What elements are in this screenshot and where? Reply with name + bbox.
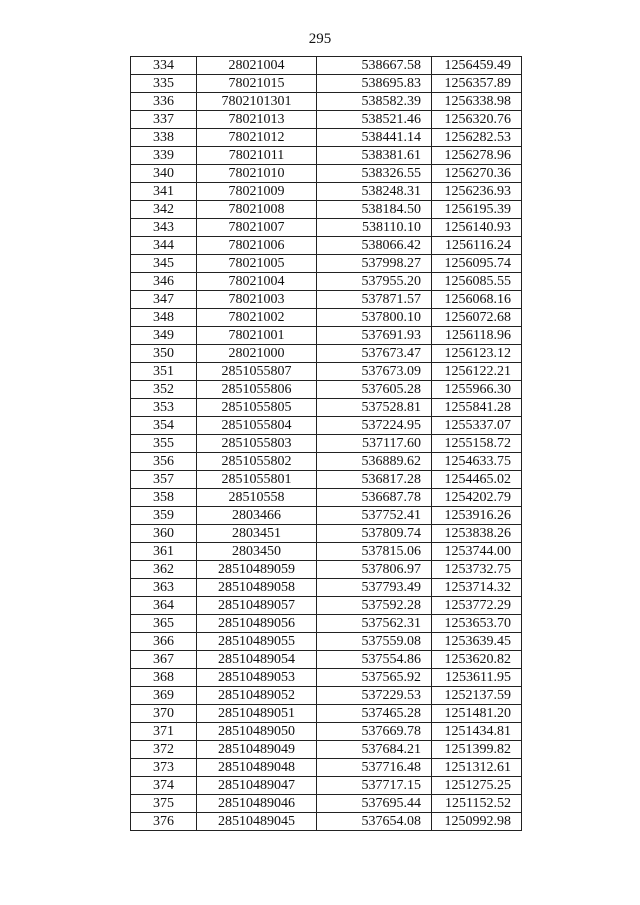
row-number-cell: 369 [131, 687, 197, 705]
x-coordinate-cell: 537528.81 [317, 399, 432, 417]
row-number-cell: 358 [131, 489, 197, 507]
table-row [131, 615, 522, 633]
row-number-cell: 360 [131, 525, 197, 543]
row-number-cell: 336 [131, 93, 197, 111]
row-number-cell: 334 [131, 57, 197, 75]
y-coordinate-cell: 1256282.53 [432, 129, 522, 147]
y-coordinate-cell: 1256236.93 [432, 183, 522, 201]
table-row [131, 543, 522, 561]
row-number-cell: 341 [131, 183, 197, 201]
table-row [131, 417, 522, 435]
y-coordinate-cell: 1251399.82 [432, 741, 522, 759]
x-coordinate-cell: 538521.46 [317, 111, 432, 129]
row-number-cell: 344 [131, 237, 197, 255]
y-coordinate-cell: 1256118.96 [432, 327, 522, 345]
y-coordinate-cell: 1256068.16 [432, 291, 522, 309]
point-id-cell: 78021003 [197, 291, 317, 309]
table-row [131, 435, 522, 453]
point-id-cell: 78021010 [197, 165, 317, 183]
row-number-cell: 355 [131, 435, 197, 453]
y-coordinate-cell: 1256072.68 [432, 309, 522, 327]
point-id-cell: 28510489051 [197, 705, 317, 723]
row-number-cell: 364 [131, 597, 197, 615]
point-id-cell: 2803466 [197, 507, 317, 525]
point-id-cell: 78021013 [197, 111, 317, 129]
y-coordinate-cell: 1256140.93 [432, 219, 522, 237]
x-coordinate-cell: 537465.28 [317, 705, 432, 723]
point-id-cell: 2851055806 [197, 381, 317, 399]
table-row [131, 723, 522, 741]
point-id-cell: 78021007 [197, 219, 317, 237]
x-coordinate-cell: 538381.61 [317, 147, 432, 165]
row-number-cell: 346 [131, 273, 197, 291]
table-row [131, 57, 522, 75]
table-row [131, 129, 522, 147]
row-number-cell: 340 [131, 165, 197, 183]
point-id-cell: 78021008 [197, 201, 317, 219]
point-id-cell: 28510489047 [197, 777, 317, 795]
coordinates-table-container [130, 56, 522, 831]
row-number-cell: 366 [131, 633, 197, 651]
row-number-cell: 374 [131, 777, 197, 795]
x-coordinate-cell: 537806.97 [317, 561, 432, 579]
x-coordinate-cell: 536687.78 [317, 489, 432, 507]
point-id-cell: 78021012 [197, 129, 317, 147]
x-coordinate-cell: 537673.09 [317, 363, 432, 381]
y-coordinate-cell: 1251481.20 [432, 705, 522, 723]
x-coordinate-cell: 538248.31 [317, 183, 432, 201]
table-row [131, 93, 522, 111]
point-id-cell: 28510489052 [197, 687, 317, 705]
row-number-cell: 353 [131, 399, 197, 417]
point-id-cell: 28510489048 [197, 759, 317, 777]
point-id-cell: 28510489050 [197, 723, 317, 741]
y-coordinate-cell: 1253772.29 [432, 597, 522, 615]
x-coordinate-cell: 537654.08 [317, 813, 432, 831]
row-number-cell: 345 [131, 255, 197, 273]
row-number-cell: 348 [131, 309, 197, 327]
y-coordinate-cell: 1253732.75 [432, 561, 522, 579]
x-coordinate-cell: 537224.95 [317, 417, 432, 435]
row-number-cell: 338 [131, 129, 197, 147]
point-id-cell: 28021004 [197, 57, 317, 75]
y-coordinate-cell: 1256085.55 [432, 273, 522, 291]
row-number-cell: 352 [131, 381, 197, 399]
y-coordinate-cell: 1256338.98 [432, 93, 522, 111]
x-coordinate-cell: 537229.53 [317, 687, 432, 705]
row-number-cell: 349 [131, 327, 197, 345]
coordinates-table [130, 56, 522, 831]
table-row [131, 291, 522, 309]
y-coordinate-cell: 1251434.81 [432, 723, 522, 741]
table-row [131, 183, 522, 201]
table-row [131, 525, 522, 543]
point-id-cell: 28510489058 [197, 579, 317, 597]
y-coordinate-cell: 1253653.70 [432, 615, 522, 633]
table-row [131, 363, 522, 381]
point-id-cell: 78021015 [197, 75, 317, 93]
table-row [131, 255, 522, 273]
table-row [131, 381, 522, 399]
point-id-cell: 78021002 [197, 309, 317, 327]
x-coordinate-cell: 537800.10 [317, 309, 432, 327]
x-coordinate-cell: 537691.93 [317, 327, 432, 345]
x-coordinate-cell: 536889.62 [317, 453, 432, 471]
x-coordinate-cell: 538695.83 [317, 75, 432, 93]
table-row [131, 327, 522, 345]
point-id-cell: 78021006 [197, 237, 317, 255]
x-coordinate-cell: 537716.48 [317, 759, 432, 777]
y-coordinate-cell: 1253639.45 [432, 633, 522, 651]
table-row [131, 813, 522, 831]
point-id-cell: 2851055803 [197, 435, 317, 453]
y-coordinate-cell: 1255966.30 [432, 381, 522, 399]
y-coordinate-cell: 1252137.59 [432, 687, 522, 705]
table-row [131, 165, 522, 183]
row-number-cell: 375 [131, 795, 197, 813]
point-id-cell: 78021011 [197, 147, 317, 165]
point-id-cell: 78021005 [197, 255, 317, 273]
x-coordinate-cell: 537998.27 [317, 255, 432, 273]
x-coordinate-cell: 537955.20 [317, 273, 432, 291]
row-number-cell: 371 [131, 723, 197, 741]
point-id-cell: 2851055804 [197, 417, 317, 435]
y-coordinate-cell: 1255337.07 [432, 417, 522, 435]
table-row [131, 273, 522, 291]
point-id-cell: 28510489046 [197, 795, 317, 813]
row-number-cell: 367 [131, 651, 197, 669]
point-id-cell: 2851055801 [197, 471, 317, 489]
table-row [131, 507, 522, 525]
y-coordinate-cell: 1251275.25 [432, 777, 522, 795]
row-number-cell: 368 [131, 669, 197, 687]
table-row [131, 147, 522, 165]
y-coordinate-cell: 1255158.72 [432, 435, 522, 453]
point-id-cell: 28510489059 [197, 561, 317, 579]
table-row [131, 489, 522, 507]
point-id-cell: 28510489045 [197, 813, 317, 831]
y-coordinate-cell: 1254465.02 [432, 471, 522, 489]
point-id-cell: 2803451 [197, 525, 317, 543]
x-coordinate-cell: 537695.44 [317, 795, 432, 813]
table-row [131, 651, 522, 669]
row-number-cell: 339 [131, 147, 197, 165]
row-number-cell: 335 [131, 75, 197, 93]
x-coordinate-cell: 537673.47 [317, 345, 432, 363]
point-id-cell: 78021009 [197, 183, 317, 201]
row-number-cell: 363 [131, 579, 197, 597]
page-number: 295 [308, 31, 332, 47]
point-id-cell: 28510489055 [197, 633, 317, 651]
y-coordinate-cell: 1254633.75 [432, 453, 522, 471]
point-id-cell: 28510489049 [197, 741, 317, 759]
y-coordinate-cell: 1251152.52 [432, 795, 522, 813]
point-id-cell: 28510558 [197, 489, 317, 507]
y-coordinate-cell: 1256095.74 [432, 255, 522, 273]
table-row [131, 741, 522, 759]
x-coordinate-cell: 536817.28 [317, 471, 432, 489]
row-number-cell: 343 [131, 219, 197, 237]
x-coordinate-cell: 537562.31 [317, 615, 432, 633]
x-coordinate-cell: 537684.21 [317, 741, 432, 759]
table-row [131, 219, 522, 237]
row-number-cell: 347 [131, 291, 197, 309]
table-row [131, 777, 522, 795]
y-coordinate-cell: 1256123.12 [432, 345, 522, 363]
row-number-cell: 342 [131, 201, 197, 219]
y-coordinate-cell: 1256270.36 [432, 165, 522, 183]
row-number-cell: 350 [131, 345, 197, 363]
point-id-cell: 78021001 [197, 327, 317, 345]
table-row [131, 237, 522, 255]
table-row [131, 795, 522, 813]
table-row [131, 561, 522, 579]
row-number-cell: 362 [131, 561, 197, 579]
x-coordinate-cell: 537815.06 [317, 543, 432, 561]
x-coordinate-cell: 537793.49 [317, 579, 432, 597]
point-id-cell: 28510489053 [197, 669, 317, 687]
y-coordinate-cell: 1253838.26 [432, 525, 522, 543]
row-number-cell: 372 [131, 741, 197, 759]
y-coordinate-cell: 1256195.39 [432, 201, 522, 219]
y-coordinate-cell: 1253714.32 [432, 579, 522, 597]
y-coordinate-cell: 1254202.79 [432, 489, 522, 507]
x-coordinate-cell: 537717.15 [317, 777, 432, 795]
table-row [131, 669, 522, 687]
x-coordinate-cell: 538066.42 [317, 237, 432, 255]
row-number-cell: 337 [131, 111, 197, 129]
row-number-cell: 365 [131, 615, 197, 633]
y-coordinate-cell: 1253916.26 [432, 507, 522, 525]
point-id-cell: 2803450 [197, 543, 317, 561]
table-body [131, 57, 522, 831]
row-number-cell: 357 [131, 471, 197, 489]
x-coordinate-cell: 538441.14 [317, 129, 432, 147]
x-coordinate-cell: 537809.74 [317, 525, 432, 543]
row-number-cell: 373 [131, 759, 197, 777]
table-row [131, 633, 522, 651]
table-row [131, 75, 522, 93]
y-coordinate-cell: 1253744.00 [432, 543, 522, 561]
table-row [131, 309, 522, 327]
point-id-cell: 2851055807 [197, 363, 317, 381]
x-coordinate-cell: 538582.39 [317, 93, 432, 111]
y-coordinate-cell: 1256122.21 [432, 363, 522, 381]
x-coordinate-cell: 538110.10 [317, 219, 432, 237]
point-id-cell: 2851055805 [197, 399, 317, 417]
x-coordinate-cell: 537554.86 [317, 651, 432, 669]
y-coordinate-cell: 1256459.49 [432, 57, 522, 75]
x-coordinate-cell: 538184.50 [317, 201, 432, 219]
table-row [131, 399, 522, 417]
point-id-cell: 28510489056 [197, 615, 317, 633]
table-row [131, 759, 522, 777]
y-coordinate-cell: 1255841.28 [432, 399, 522, 417]
point-id-cell: 28510489054 [197, 651, 317, 669]
y-coordinate-cell: 1253620.82 [432, 651, 522, 669]
x-coordinate-cell: 537752.41 [317, 507, 432, 525]
point-id-cell: 78021004 [197, 273, 317, 291]
y-coordinate-cell: 1253611.95 [432, 669, 522, 687]
x-coordinate-cell: 538667.58 [317, 57, 432, 75]
y-coordinate-cell: 1256357.89 [432, 75, 522, 93]
y-coordinate-cell: 1256116.24 [432, 237, 522, 255]
table-row [131, 687, 522, 705]
y-coordinate-cell: 1256278.96 [432, 147, 522, 165]
row-number-cell: 359 [131, 507, 197, 525]
table-row [131, 345, 522, 363]
row-number-cell: 354 [131, 417, 197, 435]
table-row [131, 111, 522, 129]
table-row [131, 597, 522, 615]
point-id-cell: 28021000 [197, 345, 317, 363]
table-row [131, 471, 522, 489]
point-id-cell: 28510489057 [197, 597, 317, 615]
x-coordinate-cell: 537565.92 [317, 669, 432, 687]
point-id-cell: 2851055802 [197, 453, 317, 471]
table-row [131, 705, 522, 723]
y-coordinate-cell: 1256320.76 [432, 111, 522, 129]
row-number-cell: 356 [131, 453, 197, 471]
x-coordinate-cell: 537117.60 [317, 435, 432, 453]
row-number-cell: 370 [131, 705, 197, 723]
x-coordinate-cell: 537559.08 [317, 633, 432, 651]
table-row [131, 201, 522, 219]
y-coordinate-cell: 1251312.61 [432, 759, 522, 777]
x-coordinate-cell: 537669.78 [317, 723, 432, 741]
x-coordinate-cell: 537871.57 [317, 291, 432, 309]
point-id-cell: 7802101301 [197, 93, 317, 111]
table-row [131, 453, 522, 471]
x-coordinate-cell: 538326.55 [317, 165, 432, 183]
row-number-cell: 351 [131, 363, 197, 381]
x-coordinate-cell: 537592.28 [317, 597, 432, 615]
row-number-cell: 376 [131, 813, 197, 831]
table-row [131, 579, 522, 597]
x-coordinate-cell: 537605.28 [317, 381, 432, 399]
row-number-cell: 361 [131, 543, 197, 561]
y-coordinate-cell: 1250992.98 [432, 813, 522, 831]
